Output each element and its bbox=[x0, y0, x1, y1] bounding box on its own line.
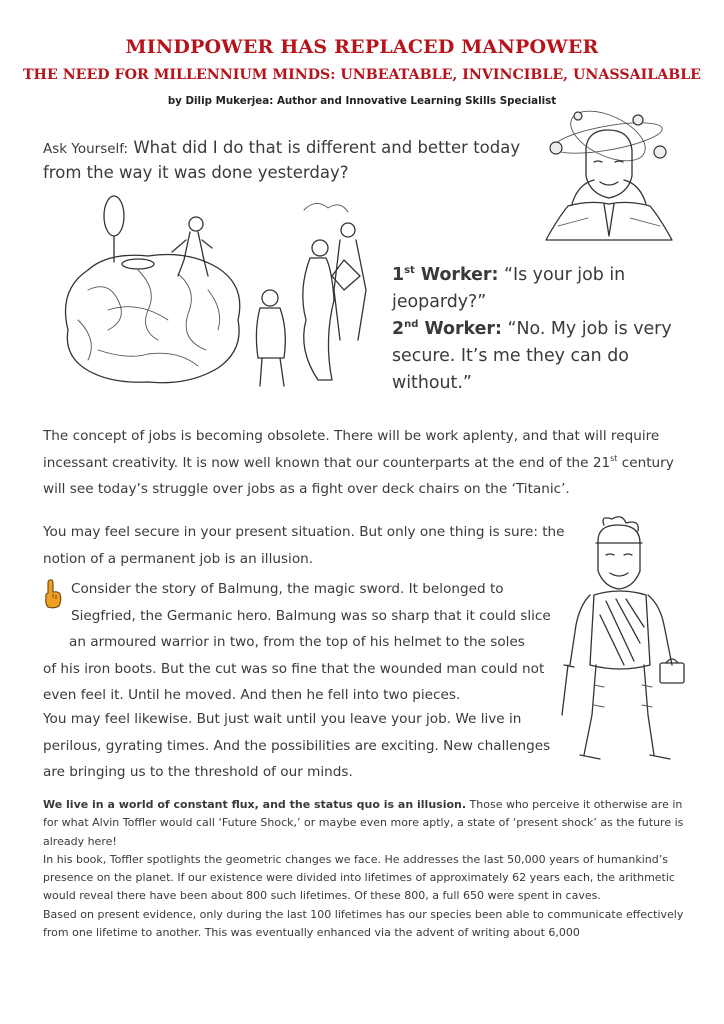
paragraph-threshold-of-minds: You may feel likewise. But just wait until you leave your job. We live in perilous, gyrating times. And the possibilities are exciting. New challenges are bringing us to the threshold of our minds. bbox=[43, 711, 551, 780]
knight-illustration bbox=[560, 515, 695, 775]
communication-paragraph: Based on present evidence, only during the last 100 lifetimes has our species been able to communicate effectively from one lifetime to another. This was eventually enhanced via the advent of writing about 6,000 bbox=[43, 907, 684, 940]
worker2-line bbox=[392, 316, 692, 397]
future-shock-text: Those who perceive it otherwise are in for what Alvin Toffler would call ‘Future Shock,’ or maybe even more aptly, a state of ‘present shock’ as the future is already here! bbox=[43, 798, 684, 848]
author-byline: by Dilip Mukerjea: Author and Innovative Learning Skills Specialist bbox=[167, 95, 557, 107]
flux-statement: We live in a world of constant flux, and the status quo is an illusion. bbox=[43, 798, 467, 811]
future-shock-paragraph-1 bbox=[43, 796, 688, 851]
ask-label: Ask Yourself: bbox=[43, 141, 129, 157]
worker1-line bbox=[392, 262, 692, 316]
ask-question: What did I do that is different and better today from the way it was done yesterday? bbox=[43, 138, 521, 182]
ask-yourself-block bbox=[43, 136, 523, 185]
worker1-number: 1 bbox=[392, 265, 405, 285]
paragraph-permanent-job: You may feel secure in your present situation. But only one thing is sure: the notion of a permanent job is an illusion. bbox=[43, 524, 565, 567]
paragraph-balmung-story bbox=[43, 576, 563, 709]
future-shock-section bbox=[43, 796, 688, 942]
paragraph-obsolete-jobs bbox=[43, 423, 693, 503]
worker2-text: “No. My job is very secure. It’s me they can do without.” bbox=[392, 319, 672, 393]
page-title: MINDPOWER HAS REPLACED MANPOWER bbox=[125, 36, 599, 58]
worker1-label: Worker: bbox=[420, 265, 499, 285]
balmung-line-3: an armoured warrior in two, from the top of his helmet to the soles bbox=[69, 634, 525, 650]
worker1-text: “Is your job in jeopardy?” bbox=[392, 265, 626, 312]
paragraph-obsolete-jobs-sup: st bbox=[610, 453, 618, 463]
toffler-lifetimes-paragraph: In his book, Toffler spotlights the geometric changes we face. He addresses the last 50,000 years of humankind’s presence on the planet. If our existence were divided into lifetimes of approximately 62 years each, the arithmetic would reveal there have been about 800 such lifetimes. Of these 800, a full 650 were spent in caves. bbox=[43, 852, 675, 903]
paragraph-obsolete-jobs-b: century will see today’s struggle over jobs as a fight over deck chairs on the ‘Titanic’. bbox=[43, 454, 674, 497]
balmung-line-2: Siegfried, the Germanic hero. Balmung was so sharp that it could slice bbox=[71, 607, 551, 624]
balmung-line-4: of his iron boots. But the cut was so fine that the wounded man could not bbox=[43, 660, 545, 677]
worker2-label: Worker: bbox=[424, 319, 502, 339]
worker2-ordinal: nd bbox=[404, 319, 419, 330]
worker2-number: 2 bbox=[392, 319, 405, 339]
paragraph-obsolete-jobs-a: The concept of jobs is becoming obsolete. There will be work aplenty, and that will require incessant creativity. It is now well known that our counterparts at the end of the 21 bbox=[43, 428, 660, 471]
brain-workers-illustration bbox=[48, 190, 388, 400]
worker1-ordinal: st bbox=[404, 265, 415, 276]
balmung-line-5: even feel it. Until he moved. And then he fell into two pieces. bbox=[43, 687, 461, 703]
balmung-line-1: Consider the story of Balmung, the magic sword. It belonged to bbox=[71, 581, 504, 597]
dreaming-man-illustration bbox=[528, 108, 688, 248]
worker-dialogue bbox=[392, 262, 692, 397]
page-subtitle: THE NEED FOR MILLENNIUM MINDS: UNBEATABLE, INVINCIBLE, UNASSAILABLE bbox=[22, 67, 701, 83]
